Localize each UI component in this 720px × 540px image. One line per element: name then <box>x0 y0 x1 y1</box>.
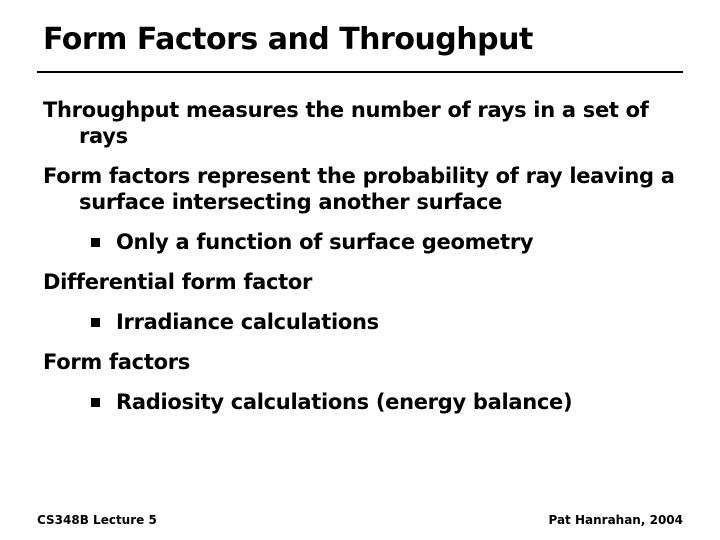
sub-bullet-irradiance <box>43 309 683 335</box>
footer-author: Pat Hanrahan, 2004 <box>548 513 683 527</box>
slide-title: Form Factors and Throughput <box>43 22 533 57</box>
bullet-form-factors-probability: Form factors represent the probability of ray leaving a surface intersecting another surface <box>43 164 675 214</box>
sub-bullet-text: Radiosity calculations (energy balance) <box>116 390 573 414</box>
square-bullet-icon <box>91 238 100 247</box>
title-divider <box>37 71 683 73</box>
sub-bullet-text: Irradiance calculations <box>116 310 379 334</box>
bullet-differential-form-factor: Differential form factor <box>43 270 313 294</box>
square-bullet-icon <box>91 398 100 407</box>
sub-bullet-surface-geometry <box>43 229 683 255</box>
bullet-form-factors: Form factors <box>43 350 190 374</box>
sub-bullet-radiosity <box>43 389 683 415</box>
bullet-throughput: Throughput measures the number of rays in a set of rays <box>43 98 649 148</box>
sub-bullet-text: Only a function of surface geometry <box>116 230 534 254</box>
square-bullet-icon <box>91 318 100 327</box>
bullet-list <box>43 97 683 429</box>
footer-course: CS348B Lecture 5 <box>37 513 157 527</box>
